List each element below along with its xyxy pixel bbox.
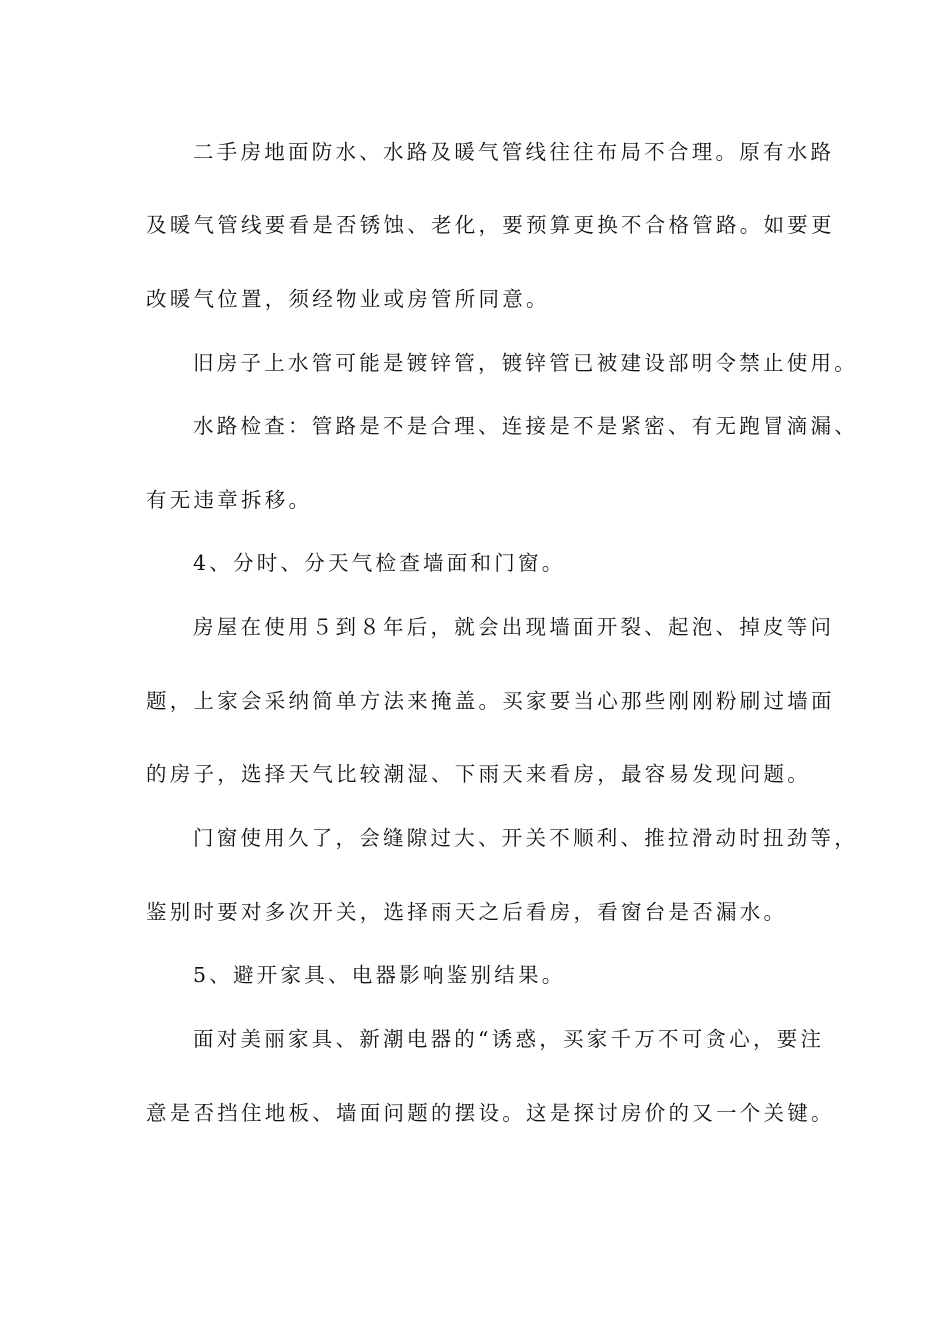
paragraph-line: 水路检查：管路是不是合理、连接是不是紧密、有无跑冒滴漏、 [193, 414, 858, 438]
paragraph-line: 二手房地面防水、水路及暖气管线往往布局不合理。原有水路 [193, 140, 835, 164]
paragraph-line: 的房子，选择天气比较潮湿、下雨天来看房，最容易发现问题。 [146, 762, 811, 786]
section-heading: 5、避开家具、电器影响鉴别结果。 [193, 963, 566, 987]
section-heading: 4、分时、分天气检查墙面和门窗。 [193, 551, 566, 575]
paragraph-line: 面对美丽家具、新潮电器的“诱惑，买家千万不可贪心，要注 [193, 1027, 825, 1051]
paragraph-line: 鉴别时要对多次开关，选择雨天之后看房，看窗台是否漏水。 [146, 900, 788, 924]
paragraph-line: 意是否挡住地板、墙面问题的摆设。这是探讨房价的又一个关键。 [146, 1101, 835, 1125]
paragraph-line: 房屋在使用５到８年后，就会出现墙面开裂、起泡、掉皮等问 [193, 615, 835, 639]
paragraph-line: 改暖气位置，须经物业或房管所同意。 [146, 287, 550, 311]
paragraph-line: 及暖气管线要看是否锈蚀、老化，要预算更换不合格管路。如要更 [146, 213, 835, 237]
paragraph-line: 有无违章拆移。 [146, 488, 313, 512]
paragraph-line: 题，上家会采纳简单方法来掩盖。买家要当心那些刚刚粉刷过墙面 [146, 689, 835, 713]
paragraph-line: 门窗使用久了，会缝隙过大、开关不顺利、推拉滑动时扭劲等， [193, 826, 858, 850]
paragraph-line: 旧房子上水管可能是镀锌管，镀锌管已被建设部明令禁止使用。 [193, 351, 858, 375]
